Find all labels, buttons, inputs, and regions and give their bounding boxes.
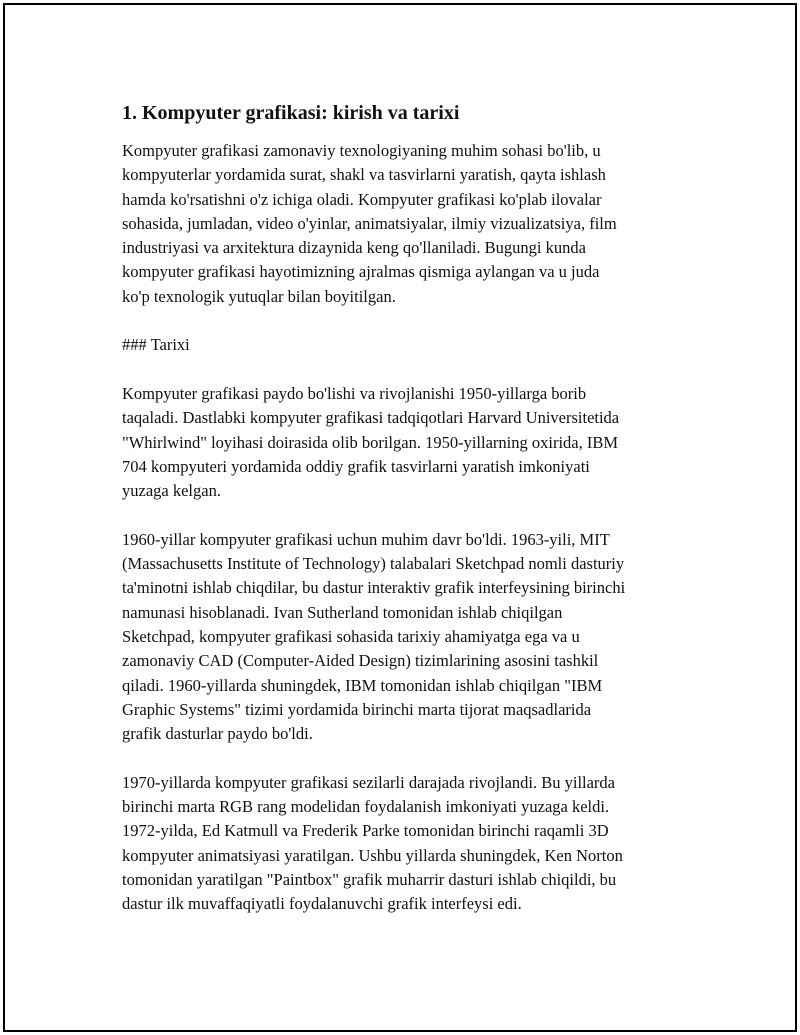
text-line: 1972-yilda, Ed Katmull va Frederik Parke tomonidan birinchi raqamli 3D <box>122 821 609 841</box>
text-line: Kompyuter grafikasi zamonaviy texnologiyaning muhim sohasi bo'lib, u <box>122 141 601 160</box>
text-line: 1960-yillar kompyuter grafikasi uchun muhim davr bo'ldi. 1963-yili, MIT <box>122 529 610 549</box>
page-frame <box>3 3 797 1032</box>
text-line: tomonidan yaratilgan "Paintbox" grafik muharrir dasturi ishlab chiqildi, bu <box>122 869 617 889</box>
text-line: kompyuter grafikasi hayotimizning ajralmas qismiga aylangan va u juda <box>122 262 600 282</box>
text-line: Kompyuter grafikasi paydo bo'lishi va rivojlanishi 1950-yillarga borib <box>122 383 587 403</box>
text-line: kompyuter animatsiyasi yaratilgan. Ushbu yillarda shuningdek, Ken Norton <box>122 845 623 865</box>
text-line: kompyuterlar yordamida surat, shakl va tasvirlarni yaratish, qayta ishlash <box>122 165 606 185</box>
text-line: ta'minotni ishlab chiqdilar, bu dastur interaktiv grafik interfeysining birinchi <box>122 578 626 598</box>
text-line: zamonaviy CAD (Computer-Aided Design) tizimlarining asosini tashkil <box>122 651 599 671</box>
text-line: ko'p texnologik yutuqlar bilan boyitilgan. <box>122 286 396 306</box>
text-line: industriyasi va arxitektura dizaynida keng qo'llaniladi. Bugungi kunda <box>122 238 586 258</box>
paragraph-1970s <box>122 771 692 917</box>
text-line: Graphic Systems" tizimi yordamida birinchi marta tijorat maqsadlarida <box>122 699 592 719</box>
text-line: namunasi hisoblanadi. Ivan Sutherland tomonidan ishlab chiqilgan <box>122 602 563 622</box>
document-body <box>122 101 692 941</box>
paragraph-intro <box>122 139 692 309</box>
text-line: "Whirlwind" loyihasi doirasida olib borilgan. 1950-yillarning oxirida, IBM <box>122 432 619 452</box>
text-line: taqaladi. Dastlabki kompyuter grafikasi tadqiqotlari Harvard Universitetida <box>122 408 620 428</box>
text-line: hamda ko'rsatishni o'z ichiga oladi. Kompyuter grafikasi ko'plab ilovalar <box>122 189 602 209</box>
section-heading-tarixi <box>122 333 692 357</box>
paragraph-1960s <box>122 528 692 747</box>
text-line: sohasida, jumladan, video o'yinlar, animatsiyalar, ilmiy vizualizatsiya, film <box>122 213 617 233</box>
text-line: (Massachusetts Institute of Technology) talabalari Sketchpad nomli dasturiy <box>122 554 625 574</box>
paragraph-1950s <box>122 382 692 503</box>
text-line: 1970-yillarda kompyuter grafikasi sezilarli darajada rivojlandi. Bu yillarda <box>122 772 616 792</box>
text-line: birinchi marta RGB rang modelidan foydalanish imkoniyati yuzaga keldi. <box>122 797 610 817</box>
text-line: 704 kompyuteri yordamida oddiy grafik tasvirlarni yaratish imkoniyati <box>122 456 590 476</box>
text-line: yuzaga kelgan. <box>122 481 221 501</box>
text-line: Sketchpad, kompyuter grafikasi sohasida tarixiy ahamiyatga ega va u <box>122 626 580 646</box>
text-line: dastur ilk muvaffaqiyatli foydalanuvchi grafik interfeysi edi. <box>122 894 522 914</box>
document-title: 1. Kompyuter grafikasi: kirish va tarixi <box>122 102 460 124</box>
text-line: grafik dasturlar paydo bo'ldi. <box>122 724 313 744</box>
text-line: qiladi. 1960-yillarda shuningdek, IBM tomonidan ishlab chiqilgan "IBM <box>122 675 603 695</box>
text-line: ### Tarixi <box>122 335 190 355</box>
